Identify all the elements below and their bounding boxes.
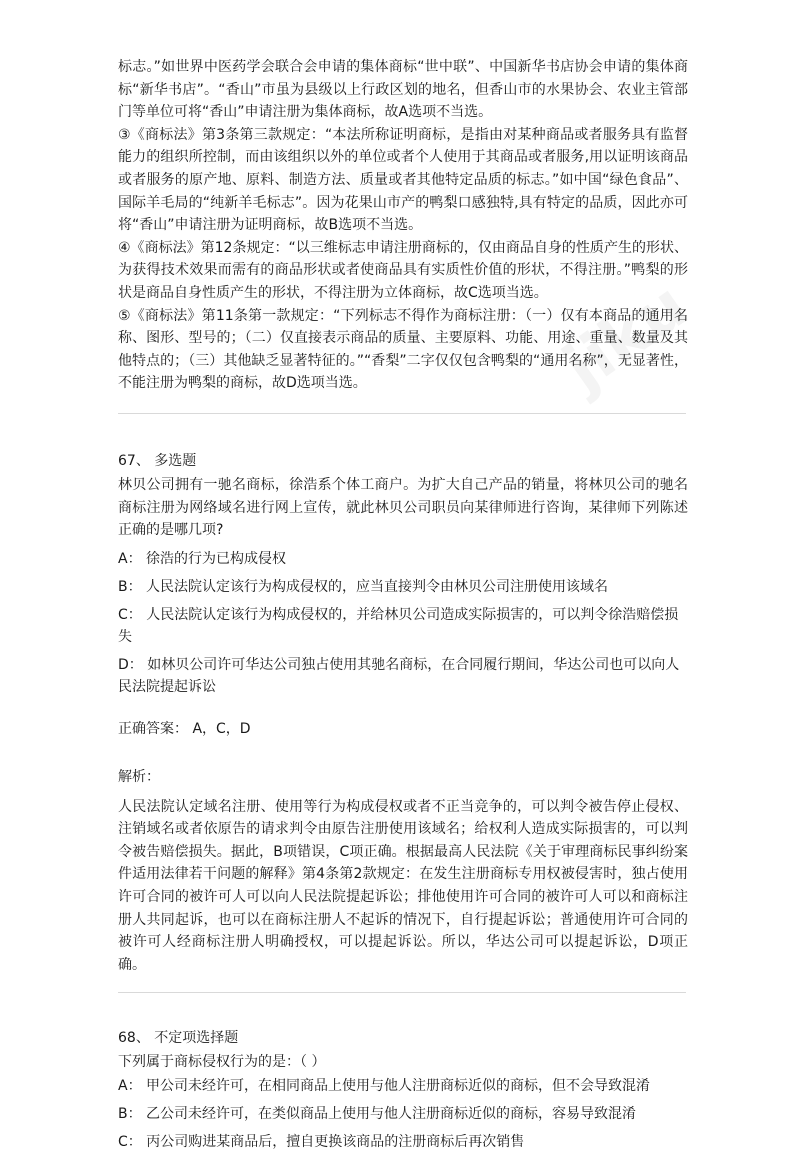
correct-answer: 正确答案： A，C，D [118, 720, 251, 737]
question-header: 67、 多选题 [118, 452, 197, 469]
analysis-paragraph: ⑤《商标法》第11条第一款规定：“下列标志不得作为商标注册：（一）仅有本商品的通用名称、图形、型号的；（二）仅直接表示商品的质量、主要原料、功能、用途、重量、数量及其他特点的；（三）其他缺乏显著特征的。”“香梨”二字仅仅包含鸭梨的“通用名称”，无显著性，不能注册为鸭梨的商标，故D选项当选。 [118, 307, 688, 392]
analysis-paragraph: ④《商标法》第12条规定：“以三维标志申请注册商标的，仅由商品自身的性质产生的形状、为获得技术效果而需有的商品形状或者使商品具有实质性价值的形状，不得注册。”鸭梨的形状是商品自身性质产生的形状，不得注册为立体商标，故C选项当选。 [118, 239, 688, 301]
option-d: D： 如林贝公司许可华达公司独占使用其驰名商标，在合同履行期间，华达公司也可以向人民法院提起诉讼 [118, 656, 680, 695]
question-67 [118, 450, 688, 977]
option-c: C： 人民法院认定该行为构成侵权的，并给林贝公司造成实际损害的，可以判令徐浩赔偿损失 [118, 606, 679, 645]
option-a: A： 徐浩的行为已构成侵权 [118, 550, 287, 567]
analysis-paragraph: 标志。”如世界中医药学会联合会申请的集体商标“世中联”、中国新华书店协会申请的集体商标“新华书店”。“香山”市虽为县级以上行政区划的地名，但香山市的水果协会、农业主管部门等单位可将“香山”申请注册为集体商标，故A选项不当选。 [118, 59, 688, 121]
analysis-text: 人民法院认定域名注册、使用等行为构成侵权或者不正当竞争的，可以判令被告停止侵权、注销域名或者依原告的请求判令由原告注册使用该域名；给权利人造成实际损害的，可以判令被告赔偿损失。据此，B项错误，C项正确。根据最高人民法院《关于审理商标民事纠纷案件适用法律若干问题的解释》第4条第2款规定：在发生注册商标专用权被侵害时，独占使用许可合同的被许可人可以向人民法院提起诉讼；排他使用许可合同的被许可人可以和商标注册人共同起诉，也可以在商标注册人不起诉的情况下，自行提起诉讼；普通使用许可合同的被许可人经商标注册人明确授权，可以提起诉讼。所以，华达公司可以提起诉讼，D项正确。 [118, 798, 688, 973]
question-header: 68、 不定项选择题 [118, 1030, 239, 1047]
previous-question-analysis [118, 56, 688, 395]
analysis-paragraph: ③《商标法》第3条第三款规定：“本法所称证明商标，是指由对某种商品或者服务具有监督能力的组织所控制，而由该组织以外的单位或者个人使用于其商品或者服务,用以证明该商品或者服务的原产地、原料、制造方法、质量或者其他特定品质的标志。”如中国“绿色食品”、国际羊毛局的“纯新羊毛标志”。因为花果山市产的鸭梨口感独特,具有特定的品质，因此亦可将“香山”申请注册为证明商标，故B选项不当选。 [118, 126, 688, 234]
option-a: A： 甲公司未经许可，在相同商品上使用与他人注册商标近似的商标，但不会导致混淆 [118, 1078, 651, 1095]
option-c: C： 丙公司购进某商品后，擅自更换该商品的注册商标后再次销售 [118, 1134, 525, 1151]
question-stem: 下列属于商标侵权行为的是：（ ） [118, 1054, 326, 1071]
document-page [118, 56, 688, 1159]
option-b: B： 乙公司未经许可，在类似商品上使用与他人注册商标近似的商标，容易导致混淆 [118, 1106, 637, 1123]
watermark: jiku [550, 268, 702, 406]
option-b: B： 人民法院认定该行为构成侵权的，应当直接判令由林贝公司注册使用该域名 [118, 578, 609, 595]
question-stem: 林贝公司拥有一驰名商标，徐浩系个体工商户。为扩大自己产品的销量，将林贝公司的驰名商标注册为网络域名进行网上宣传，就此林贝公司职员向某律师进行咨询，某律师下列陈述正确的是哪几项? [118, 476, 688, 539]
analysis-label: 解析： [118, 768, 160, 785]
question-68 [118, 1027, 688, 1153]
